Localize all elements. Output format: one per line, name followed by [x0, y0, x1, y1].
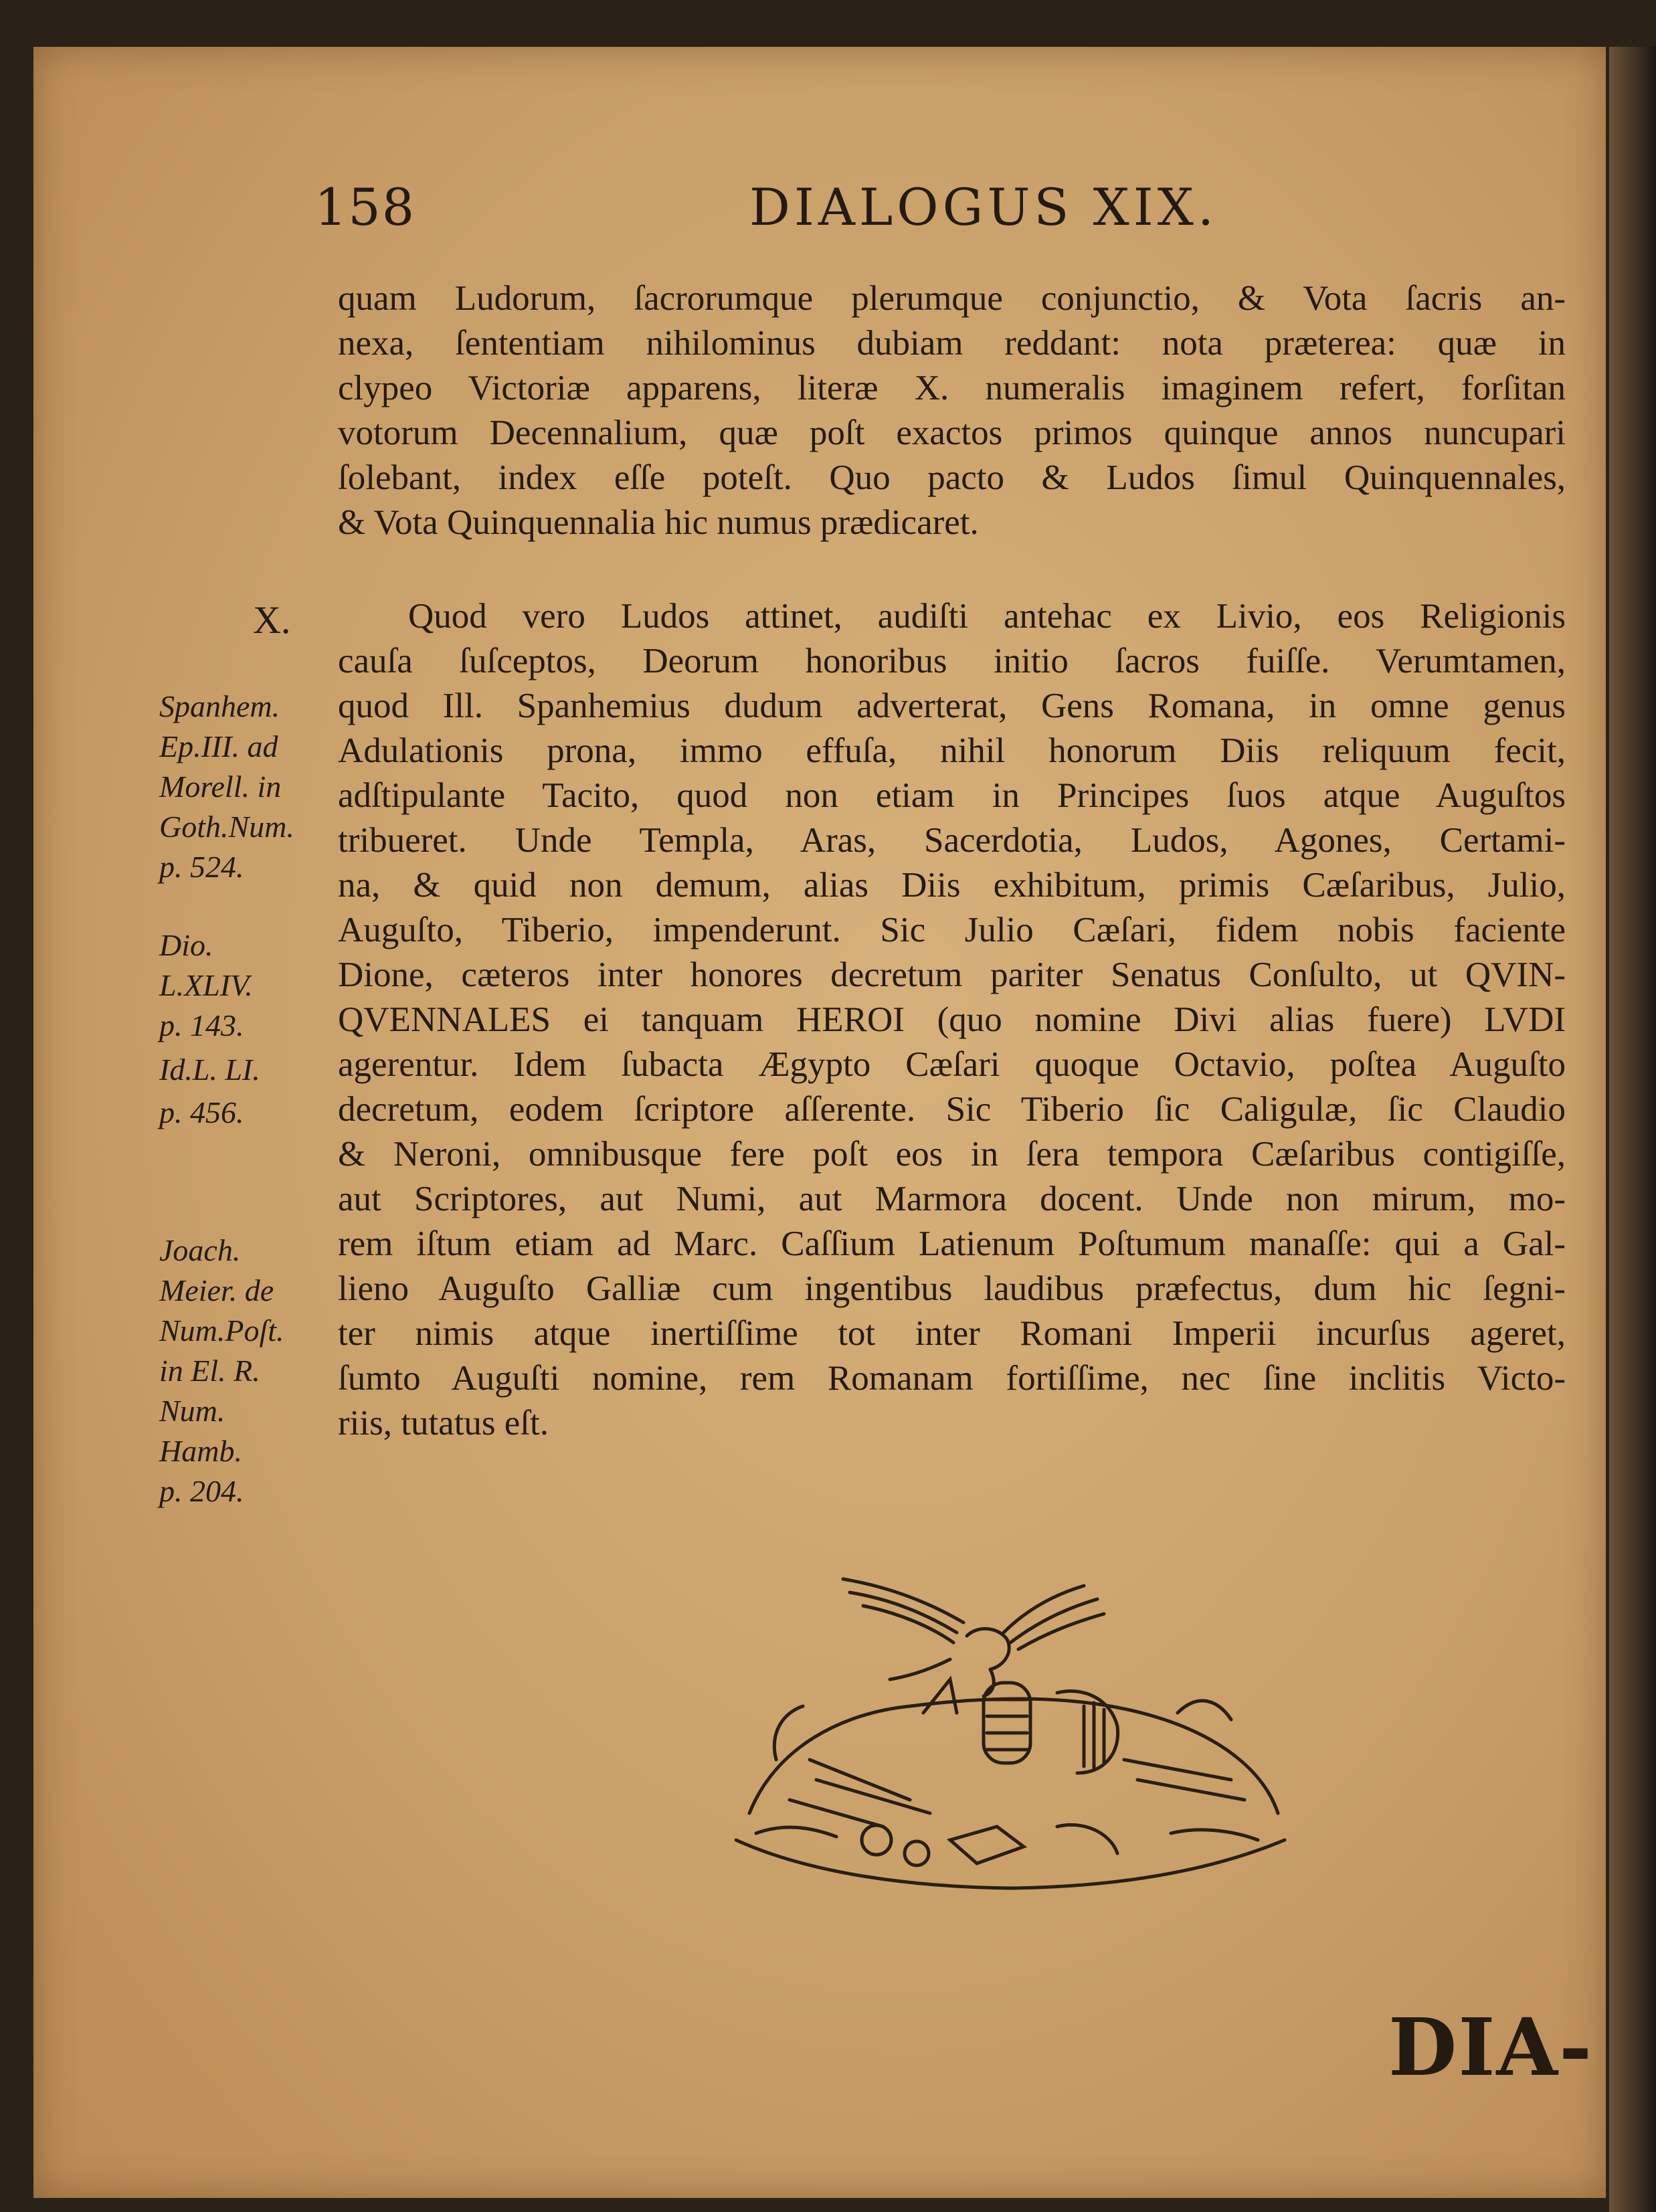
section-marker: X. [253, 598, 291, 642]
text-line: riis, tutatus eſt. [338, 1404, 549, 1443]
page-title: DIALOGUS XIX. [749, 177, 1218, 237]
margin-note: Hamb. [159, 1434, 242, 1468]
margin-note: Id.L. LI. [159, 1052, 260, 1087]
text-line: rem iſtum etiam ad Marc. Caſſium Latienum Poſtumum manaſſe: qui a Gal- [338, 1224, 1566, 1263]
text-line: decretum, eodem ſcriptore aſſerente. Sic Tiberio ſic Caligulæ, ſic Claudio [338, 1090, 1566, 1129]
margin-note: Num. [159, 1394, 225, 1428]
text-line: quam Ludorum, ſacrorumque plerumque conjunctio, & Vota ſacris an- [338, 279, 1566, 318]
text-line: QVENNALES ei tanquam HEROI (quo nomine Divi alias fuere) LVDI [338, 1000, 1566, 1039]
catchword: DIA- [1388, 2001, 1594, 2094]
text-line: Dione, cæteros inter honores decretum pariter Senatus Conſulto, ut QVIN- [338, 955, 1566, 994]
margin-note: Ep.III. ad [159, 729, 278, 763]
text-line: aut Scriptores, aut Numi, aut Marmora docent. Unde non mirum, mo- [338, 1180, 1566, 1218]
eagle-trophy-ornament-icon [709, 1559, 1311, 1894]
margin-note: p. 524. [159, 850, 244, 884]
margin-note: p. 143. [159, 1008, 244, 1042]
margin-note: Goth.Num. [159, 810, 294, 844]
running-head [314, 177, 1586, 238]
margin-note: p. 204. [159, 1474, 244, 1508]
text-line: adſtipulante Tacito, quod non etiam in Principes ſuos atque Auguſtos [338, 776, 1566, 815]
margin-note: Dio. [159, 928, 213, 962]
margin-note: Meier. de [159, 1273, 274, 1307]
text-line: quod Ill. Spanhemius dudum adverterat, Gens Romana, in omne genus [338, 686, 1566, 725]
margin-note: in El. R. [159, 1354, 260, 1388]
margin-note: Spanhem. [159, 689, 280, 723]
margin-note: Joach. [159, 1233, 241, 1267]
text-line: & Vota Quinquennalia hic numus prædicaret. [338, 503, 979, 542]
text-line: na, & quid non demum, alias Diis exhibitum, primis Cæſaribus, Julio, [338, 866, 1566, 905]
text-line: & Neroni, omnibusque fere poſt eos in ſera tempora Cæſaribus contigiſſe, [338, 1135, 1566, 1174]
margin-note: L.XLIV. [159, 968, 253, 1002]
margin-note: Num.Poſt. [159, 1313, 284, 1348]
text-line: ter nimis atque inertiſſime tot inter Romani Imperii incurſus ageret, [338, 1314, 1566, 1353]
text-line: lieno Auguſto Galliæ cum ingentibus laudibus præfectus, dum hic ſegni- [338, 1269, 1566, 1308]
text-line: Quod vero Ludos attinet, audiſti antehac ex Livio, eos Religionis [408, 597, 1566, 636]
text-line: tribueret. Unde Templa, Aras, Sacerdotia, Ludos, Agones, Certami- [338, 821, 1566, 860]
text-line: ſolebant, index eſſe poteſt. Quo pacto & Ludos ſimul Quinquennales, [338, 458, 1566, 497]
text-line: clypeo Victoriæ apparens, literæ X. numeralis imaginem refert, forſitan [338, 369, 1566, 407]
text-line: Adulationis prona, immo effuſa, nihil honorum Diis reliquum fecit, [338, 731, 1566, 770]
text-line: cauſa ſuſceptos, Deorum honoribus initio ſacros fuiſſe. Verumtamen, [338, 642, 1566, 680]
text-line: Auguſto, Tiberio, impenderunt. Sic Julio Cæſari, fidem nobis faciente [338, 911, 1566, 949]
page-number: 158 [314, 177, 416, 237]
text-line: votorum Decennalium, quæ poſt exactos primos quinque annos nuncupari [338, 413, 1566, 452]
margin-note: p. 456. [159, 1095, 244, 1129]
text-line: ſumto Auguſti nomine, rem Romanam fortiſſime, nec ſine inclitis Victo- [338, 1359, 1566, 1398]
book-gutter [1609, 47, 1656, 2212]
margin-note: Morell. in [159, 769, 282, 804]
text-line: nexa, ſententiam nihilominus dubiam reddant: nota præterea: quæ in [338, 324, 1566, 363]
text-line: agerentur. Idem ſubacta Ægypto Cæſari quoque Octavio, poſtea Auguſto [338, 1045, 1566, 1084]
